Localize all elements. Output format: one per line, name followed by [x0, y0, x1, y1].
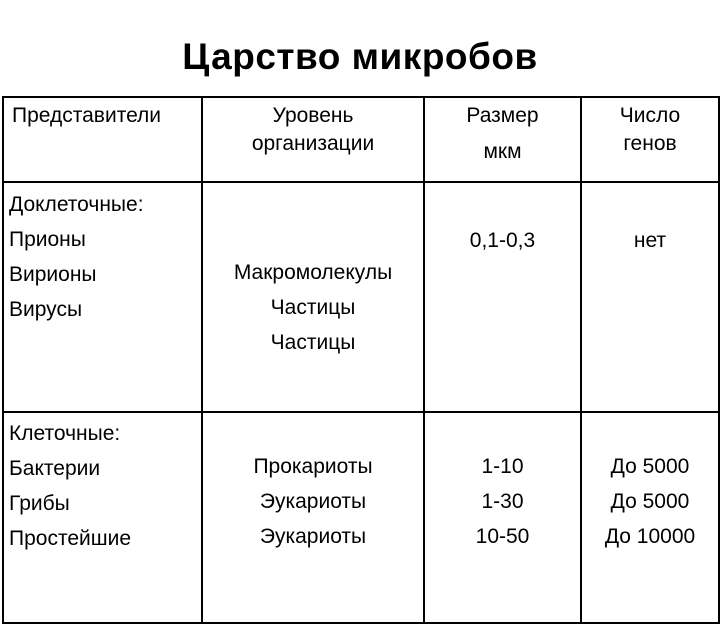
header-size-line1: Размер	[466, 104, 539, 127]
header-size	[424, 97, 581, 182]
header-genes-line1: Число	[619, 104, 681, 127]
cell-text: Прокариоты	[253, 455, 373, 478]
cell-text: Доклеточные:	[9, 193, 144, 216]
table-header-row	[3, 97, 719, 182]
header-level-line1: Уровень	[272, 104, 354, 127]
cell-text: Клеточные:	[9, 422, 121, 445]
header-level-line2: организации	[251, 132, 375, 155]
microbes-table	[2, 96, 720, 624]
cell-text: 1-30	[481, 490, 524, 513]
cell-text: Частицы	[270, 295, 356, 319]
cell-text: До 10000	[604, 525, 696, 548]
cell-text: До 5000	[610, 455, 690, 478]
header-representatives-label: Представители	[12, 104, 162, 127]
cell-text: 0,1-0,3	[469, 229, 536, 252]
cell-text: Макромолекулы	[233, 260, 393, 284]
cell-text: 10-50	[475, 525, 530, 548]
cell-text: До 5000	[610, 490, 690, 513]
cell-text: нет	[633, 229, 667, 252]
header-genes-line2: генов	[623, 132, 677, 155]
row-cellular-levels	[202, 412, 424, 623]
header-representatives	[3, 97, 202, 182]
table-row	[3, 412, 719, 623]
cell-text: Эукариоты	[259, 490, 367, 513]
row-precellular-size	[424, 182, 581, 412]
cell-text: 1-10	[481, 455, 524, 478]
header-genes	[581, 97, 719, 182]
row-cellular-genes	[581, 412, 719, 623]
cell-text: Вирионы	[9, 263, 97, 286]
row-cellular-sizes	[424, 412, 581, 623]
row-precellular-genes	[581, 182, 719, 412]
header-size-line2: мкм	[483, 140, 522, 163]
row-precellular-levels	[202, 182, 424, 412]
cell-text: Грибы	[9, 492, 70, 515]
cell-text: Вирусы	[9, 298, 83, 321]
row-precellular-reps	[3, 182, 202, 412]
header-level	[202, 97, 424, 182]
page-title: Царство микробов	[182, 36, 538, 77]
cell-text: Прионы	[9, 228, 86, 251]
cell-text: Простейшие	[9, 527, 132, 550]
table-row	[3, 182, 719, 412]
cell-text: Частицы	[270, 330, 356, 354]
row-cellular-reps	[3, 412, 202, 623]
cell-text: Эукариоты	[259, 525, 367, 548]
cell-text: Бактерии	[9, 457, 101, 480]
